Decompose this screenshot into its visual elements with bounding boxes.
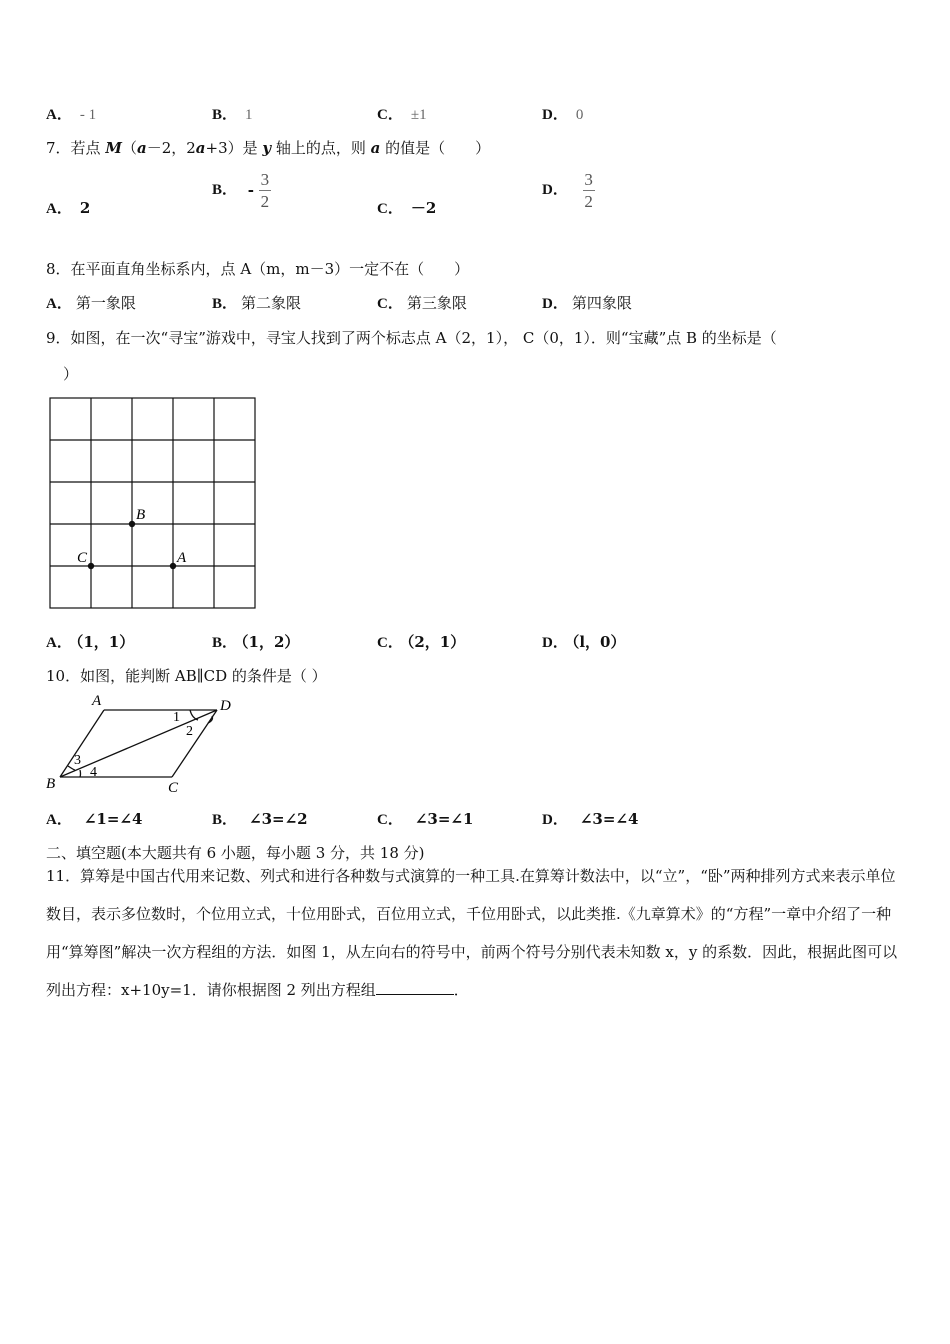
q9-stem: 9．如图，在一次“寻宝”游戏中，寻宝人找到了两个标志点 A（2，1）， C（0，1）．则“宝藏”点 B 的坐标是（ [46,329,777,347]
label-a: A [92,693,102,709]
q7-option-d: D． $\frac{3}{2}$ [542,170,593,211]
fraction: $\frac{3}{2}$ [584,170,593,211]
q6-option-c: C． ±1 [377,107,427,123]
q8-option-b: B． 第二象限 [212,294,302,312]
q8-option-d: D． 第四象限 [542,294,632,312]
q8-option-c: C． 第三象限 [377,294,467,312]
angle-4-label: 4 [90,765,97,780]
q11-paragraph: 11．算筹是中国古代用来记数、列式和进行各种数与式演算的一种工具.在算筹计数法中，以“立”，“卧”两种排列方式来表示单位数目，表示多位数时，个位用立式，十位用卧式，百位用立式，千位用卧式，以此类推.《九章算术》的“方程”一章中介绍了一种用“算筹图”解决一次方程组的方法．如图 1，从左向右的符号中，前两个符号分别代表未知数 x，y 的系数．因此，根据此图可以列出方程：x+10y=1．请你根据图 2 列出方程组 ． [46,867,898,999]
q10-option-d: D． ∠3=∠4 [542,810,639,828]
fraction: $\frac{3}{2}$ [260,170,270,211]
label-c: C [168,780,179,796]
q8-stem: 8．在平面直角坐标系内，点 A（m，m－3）一定不在（ ） [46,260,470,278]
q6-option-a: A． - 1 [46,107,97,123]
q7-option-a: A． 2 [46,199,91,217]
label-a: A [177,550,187,566]
q10-option-b: B． ∠3=∠2 [212,810,308,828]
parallelogram-lines [60,710,217,777]
q10-stem: 10．如图，能判断 AB∥CD 的条件是（ ） [46,667,327,685]
q9-option-c: C． （2，1） [377,633,466,651]
q10-option-c: C． ∠3=∠1 [377,810,474,828]
q7-option-b: B． - $\frac{3}{2}$ [212,170,270,211]
q9-option-b: B． （1，2） [212,633,300,651]
q8-option-a: A． 第一象限 [46,294,136,312]
q10-parallelogram-figure [40,690,245,800]
q7-option-c: C． －2 [377,199,437,217]
label-b: B [136,507,146,523]
grid-lines [50,398,255,608]
angle-3-label: 3 [74,753,81,768]
angle-2-label: 2 [186,724,193,739]
label-d: D [220,698,231,714]
q7-stem: 7．若点 M（a－2，2a+3）是 y 轴上的点，则 a 的值是（ ） [46,139,491,157]
q9-option-d: D． （l，0） [542,633,626,651]
label-b: B [46,776,56,792]
q9-stem-close: ） [63,365,79,383]
q9-grid-figure [48,396,258,610]
point-b [129,521,135,527]
q6-option-d: D． 0 [542,107,584,123]
q9-option-a: A． （1，1） [46,633,135,651]
section-2-title: 二、填空题(本大题共有 6 小题，每小题 3 分，共 18 分) [46,844,425,862]
angle-1-label: 1 [173,710,180,725]
point-a [170,563,176,569]
q10-option-a: A． ∠1=∠4 [46,810,143,828]
point-c [88,563,94,569]
label-c: C [77,550,88,566]
q6-option-b: B． 1 [212,107,253,123]
answer-blank[interactable] [376,980,454,995]
